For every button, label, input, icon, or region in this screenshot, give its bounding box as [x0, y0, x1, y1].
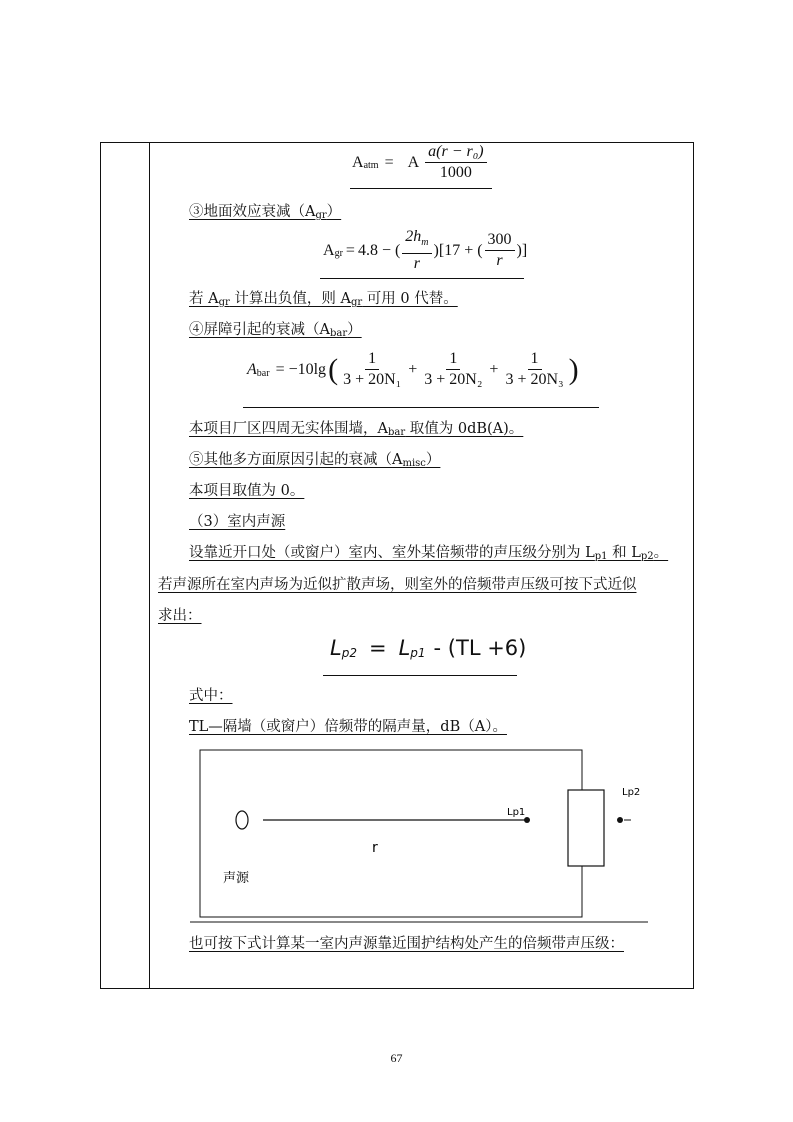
equation-atm-rule — [350, 188, 492, 189]
equation-gr: A gr = 4.8 − ( $\frac{2h_m}{r}$ )[17 + ( $\frac{300}{r}$ )] — [323, 228, 528, 273]
tl-definition: TL—隔墙（或窗户）倍频带的隔声量，dB（A）。 — [189, 719, 507, 735]
where-label: 式中： — [189, 688, 233, 704]
lp1-label: Lp1 — [507, 807, 526, 818]
source-icon — [236, 811, 248, 829]
page-number: 67 — [390, 1051, 403, 1065]
equation-atm: A atm = A $\frac{\text{a(r − r₀)}}{1000}$ — [352, 143, 489, 182]
lp2-point — [617, 817, 623, 823]
para-indoor-line2: 若声源所在室内声场为近似扩散声场，则室外的倍频带声压级可按下式近似 — [158, 577, 637, 593]
indoor-source-diagram — [190, 745, 650, 925]
fraction-atm: $\frac{\text{a(r − r₀)}}{1000}$ — [425, 143, 486, 182]
para-indoor-line1: 设靠近开口处（或窗户）室内、室外某倍频带的声压级分别为 $L_{p1}$ 和 $L_{p2}$。 — [189, 545, 669, 562]
note-gr: 若 $A_{gr}$ 计算出负值，则 $A_{gr}$ 可用 0 代替。 — [189, 291, 458, 308]
section-indoor-title: （3）室内声源 — [189, 514, 286, 530]
source-label: 声源 — [223, 871, 250, 886]
room-outline — [200, 750, 582, 917]
note-misc: 本项目取值为 0。 — [189, 483, 305, 499]
fraction-bar-3: $\frac{1}{\text{3 + 20N₃}}$ — [505, 350, 564, 388]
note-bar: 本项目厂区四周无实体围墙，$A_{bar}$ 取值为 0dB(A)。 — [189, 421, 524, 438]
equation-gr-rule — [320, 278, 524, 279]
wall-window — [568, 790, 604, 866]
fraction-gr-1: $\frac{2h_m}{r}$ — [402, 228, 431, 273]
equation-lp: L $_{p2}$ = L $_{p1}$ - (TL +6) — [330, 636, 527, 660]
r-label: r — [372, 840, 378, 856]
equation-bar: A $_{bar}$ = −10lg ( $\frac{1}{\text{3 + 20N₁}}$ + $\frac{1}{\text{3 + 20N₂}}$ + $\frac{1}{\text{3 + 20N₃}}$ ) — [247, 350, 579, 388]
final-line: 也可按下式计算某一室内声源靠近围护结构处产生的倍频带声压级： — [189, 936, 624, 952]
equation-lp-rule — [323, 675, 517, 676]
fraction-bar-1: $\frac{1}{\text{3 + 20N₁}}$ — [343, 350, 402, 388]
para-indoor-line3: 求出： — [158, 608, 202, 624]
section-gr-title: ③地面效应衰减$(A_{gr})$ — [189, 204, 342, 221]
equation-bar-rule — [243, 407, 599, 408]
fraction-bar-2: $\frac{1}{\text{3 + 20N₂}}$ — [424, 350, 483, 388]
section-bar-title: ④屏障引起的衰减$(A_{bar})$ — [189, 322, 362, 339]
lp2-label: Lp2 — [622, 787, 641, 798]
section-misc-title: ⑤其他多方面原因引起的衰减$(A_{misc})$ — [189, 452, 441, 469]
fraction-gr-2: $\frac{300}{r}$ — [485, 231, 515, 270]
